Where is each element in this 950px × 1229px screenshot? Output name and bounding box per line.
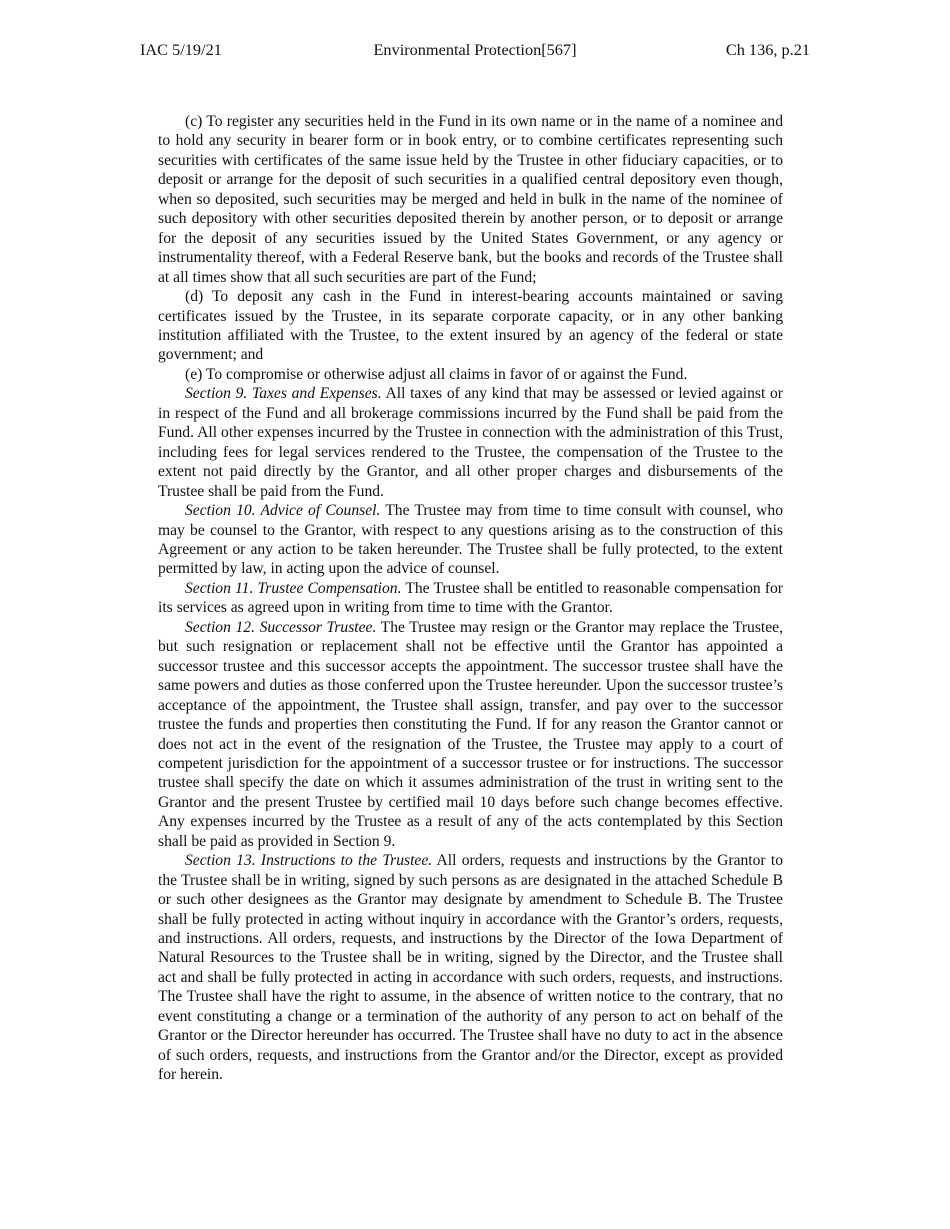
section-heading: Section 10. Advice of Counsel. — [185, 502, 381, 520]
paragraph-c: (c) To register any securities held in the Fund in its own name or in the name of a nominee and to hold any security in bearer form or in book entry, or to combine certificates representing such securities with certificates of the same issue held by the Trustee in other fiduciary capacities, or to deposit or arrange for the deposit of such securities in a qualified central depository even though, when so deposited, such securities may be merged and held in bulk in the name of the nominee of such depository with other securities deposited therein by another person, or to deposit or arrange for the deposit of any securities issued by the United States Government, or any agency or instrumentality thereof, with a Federal Reserve bank, but the books and records of the Trustee shall at all times show that all such securities are part of the Fund; — [158, 113, 783, 286]
section-heading: Section 11. Trustee Compensation. — [185, 579, 402, 597]
section-heading: Section 13. Instructions to the Trustee. — [185, 852, 433, 870]
page-header — [140, 40, 810, 64]
paragraph-e: (e) To compromise or otherwise adjust all claims in favor of or against the Fund. — [185, 365, 688, 383]
paragraph-d: (d) To deposit any cash in the Fund in interest-bearing accounts maintained or saving certificates issued by the Trustee, in its separate corporate capacity, or in any other banking institution affiliated with the Trustee, to the extent insured by an agency of the federal or state government; and — [158, 288, 783, 364]
section-11-trustee-compensation: Section 11. Trustee Compensation. The Trustee shall be entitled to reasonable compensation for its services as agreed upon in writing from time to time with the Grantor. — [158, 579, 783, 617]
section-9-taxes-and-expenses: Section 9. Taxes and Expenses. All taxes of any kind that may be assessed or levied against or in respect of the Fund and all brokerage commissions incurred by the Fund shall be paid from the Fund. All other expenses incurred by the Trustee in connection with the administration of this Trust, including fees for legal services rendered to the Trustee, the compensation of the Trustee to the extent not paid directly by the Grantor, and all other proper charges and disbursements of the Trustee shall be paid from the Fund. — [158, 385, 783, 500]
section-heading: Section 9. Taxes and Expenses. — [185, 385, 382, 403]
section-13-instructions-to-trustee: Section 13. Instructions to the Trustee. All orders, requests and instructions by the Grantor to the Trustee shall be in writing, signed by such persons as are designated in the attached Schedule B or such other designees as the Grantor may designate by amendment to Schedule B. The Trustee shall be fully protected in acting without inquiry in accordance with the Grantor’s orders, requests, and instructions. All orders, requests, and instructions by the Director of the Iowa Department of Natural Resources to the Trustee shall be in writing, signed by the Director, and the Trustee shall act and shall be fully protected in acting in accordance with such orders, requests, and instructions. The Trustee shall have the right to assume, in the absence of written notice to the contrary, that no event constituting a change or a termination of the authority of any person to act on behalf of the Grantor or the Director hereunder has occurred. The Trustee shall have no duty to act in the absence of such orders, requests, and instructions from the Grantor and/or the Director, except as provided for herein. — [158, 852, 783, 1084]
section-heading: Section 12. Successor Trustee. — [185, 618, 377, 636]
header-chapter-page: Ch 136, p.21 — [725, 40, 810, 59]
header-date: IAC 5/19/21 — [140, 40, 222, 59]
document-body — [158, 112, 783, 1085]
section-12-successor-trustee: Section 12. Successor Trustee. The Trustee may resign or the Grantor may replace the Trustee, but such resignation or replacement shall not be effective until the Grantor has appointed a successor trustee and this successor accepts the appointment. The successor trustee shall have the same powers and duties as those conferred upon the Trustee hereunder. Upon the successor trustee’s acceptance of the appointment, the Trustee shall assign, transfer, and pay over to the successor trustee the funds and properties then constituting the Fund. If for any reason the Grantor cannot or does not act in the event of the resignation of the Trustee, the Trustee may apply to a court of competent jurisdiction for the appointment of a successor trustee or for instructions. The successor trustee shall specify the date on which it assumes administration of the trust in writing sent to the Grantor and the present Trustee by certified mail 10 days before such change becomes effective. Any expenses incurred by the Trustee as a result of any of the acts contemplated by this Section shall be paid as provided in Section 9. — [158, 618, 783, 850]
section-10-advice-of-counsel: Section 10. Advice of Counsel. The Trustee may from time to time consult with counsel, who may be counsel to the Grantor, with respect to any questions arising as to the construction of this Agreement or any action to be taken hereunder. The Trustee shall be fully protected, to the extent permitted by law, in acting upon the advice of counsel. — [158, 502, 783, 578]
header-agency: Environmental Protection[567] — [373, 40, 577, 59]
